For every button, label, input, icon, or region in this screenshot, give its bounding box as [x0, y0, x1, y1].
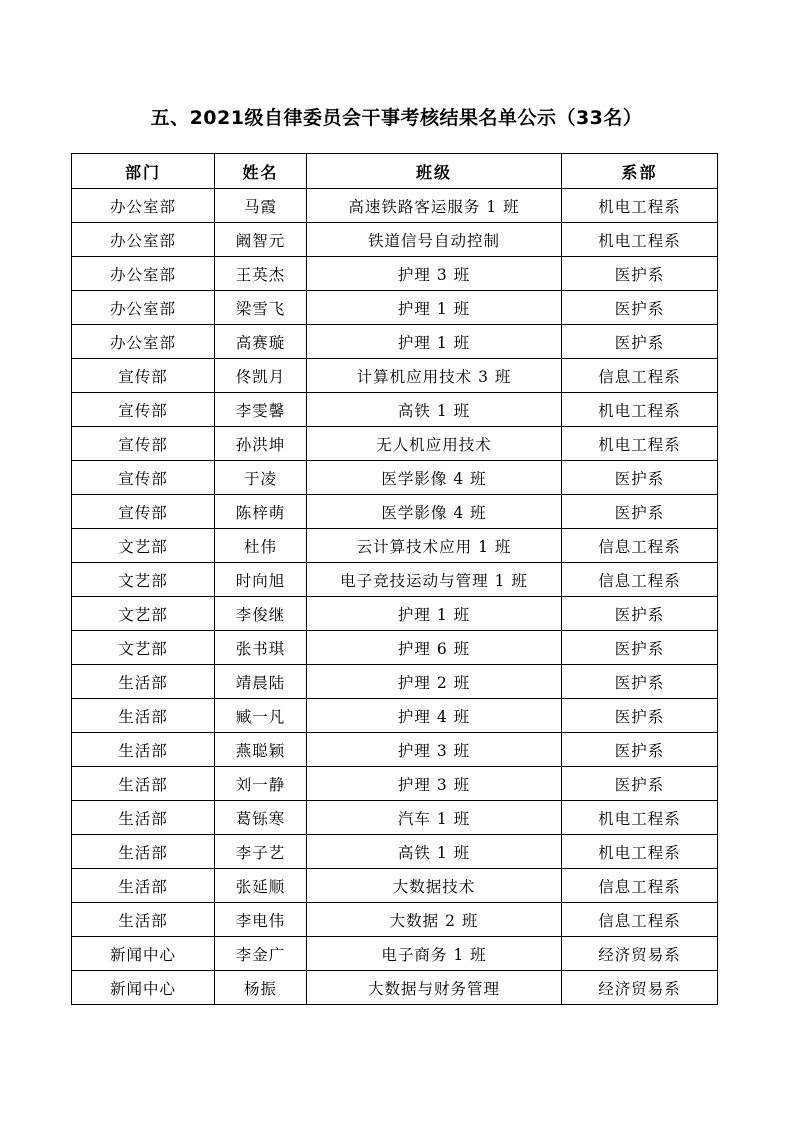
cell-department: 宣传部: [72, 393, 215, 427]
table-row: [72, 835, 718, 869]
table-row: [72, 937, 718, 971]
cell-class: 护理 3 班: [307, 257, 562, 291]
cell-department: 办公室部: [72, 189, 215, 223]
cell-name: 陈梓萌: [215, 495, 307, 529]
cell-department: 生活部: [72, 835, 215, 869]
cell-name: 高赛璇: [215, 325, 307, 359]
table-row: [72, 597, 718, 631]
table-row: [72, 801, 718, 835]
cell-department: 生活部: [72, 801, 215, 835]
cell-department: 新闻中心: [72, 937, 215, 971]
table-row: [72, 869, 718, 903]
table-row: [72, 767, 718, 801]
cell-class: 铁道信号自动控制: [307, 223, 562, 257]
cell-department: 文艺部: [72, 529, 215, 563]
cell-faculty: 医护系: [562, 597, 718, 631]
table-row: [72, 291, 718, 325]
cell-faculty: 信息工程系: [562, 869, 718, 903]
cell-department: 生活部: [72, 903, 215, 937]
table-row: [72, 427, 718, 461]
cell-department: 新闻中心: [72, 971, 215, 1005]
cell-class: 护理 3 班: [307, 733, 562, 767]
cell-class: 医学影像 4 班: [307, 495, 562, 529]
cell-class: 电子竞技运动与管理 1 班: [307, 563, 562, 597]
table-row: [72, 495, 718, 529]
cell-faculty: 信息工程系: [562, 903, 718, 937]
cell-department: 生活部: [72, 733, 215, 767]
cell-name: 孙洪坤: [215, 427, 307, 461]
cell-faculty: 医护系: [562, 461, 718, 495]
header-row: [72, 154, 718, 189]
cell-name: 李金广: [215, 937, 307, 971]
cell-faculty: 医护系: [562, 733, 718, 767]
cell-name: 李俊继: [215, 597, 307, 631]
cell-class: 护理 1 班: [307, 325, 562, 359]
cell-class: 无人机应用技术: [307, 427, 562, 461]
table-row: [72, 665, 718, 699]
cell-department: 办公室部: [72, 291, 215, 325]
cell-department: 生活部: [72, 869, 215, 903]
cell-class: 护理 2 班: [307, 665, 562, 699]
cell-class: 护理 6 班: [307, 631, 562, 665]
cell-name: 李雯馨: [215, 393, 307, 427]
cell-class: 大数据与财务管理: [307, 971, 562, 1005]
cell-class: 计算机应用技术 3 班: [307, 359, 562, 393]
table-row: [72, 393, 718, 427]
table-row: [72, 903, 718, 937]
header-department: 部门: [72, 154, 215, 189]
cell-department: 文艺部: [72, 597, 215, 631]
header-name: 姓名: [215, 154, 307, 189]
cell-department: 宣传部: [72, 461, 215, 495]
cell-class: 护理 1 班: [307, 597, 562, 631]
cell-department: 生活部: [72, 665, 215, 699]
cell-name: 佟凯月: [215, 359, 307, 393]
cell-name: 梁雪飞: [215, 291, 307, 325]
cell-faculty: 医护系: [562, 257, 718, 291]
cell-faculty: 信息工程系: [562, 359, 718, 393]
cell-name: 靖晨陆: [215, 665, 307, 699]
cell-class: 护理 3 班: [307, 767, 562, 801]
cell-class: 大数据技术: [307, 869, 562, 903]
header-faculty: 系部: [562, 154, 718, 189]
cell-class: 汽车 1 班: [307, 801, 562, 835]
cell-class: 护理 1 班: [307, 291, 562, 325]
cell-class: 高铁 1 班: [307, 835, 562, 869]
cell-name: 王英杰: [215, 257, 307, 291]
cell-faculty: 机电工程系: [562, 223, 718, 257]
header-class: 班级: [307, 154, 562, 189]
cell-faculty: 医护系: [562, 325, 718, 359]
table-row: [72, 529, 718, 563]
cell-faculty: 经济贸易系: [562, 937, 718, 971]
cell-name: 张书琪: [215, 631, 307, 665]
cell-faculty: 机电工程系: [562, 427, 718, 461]
cell-department: 生活部: [72, 699, 215, 733]
cell-faculty: 信息工程系: [562, 563, 718, 597]
cell-faculty: 机电工程系: [562, 801, 718, 835]
cell-name: 杜伟: [215, 529, 307, 563]
cell-name: 于凌: [215, 461, 307, 495]
table-row: [72, 257, 718, 291]
roster-body: [72, 189, 718, 1005]
cell-faculty: 机电工程系: [562, 835, 718, 869]
table-row: [72, 325, 718, 359]
cell-faculty: 机电工程系: [562, 393, 718, 427]
cell-faculty: 医护系: [562, 665, 718, 699]
cell-department: 宣传部: [72, 495, 215, 529]
cell-class: 云计算技术应用 1 班: [307, 529, 562, 563]
cell-class: 护理 4 班: [307, 699, 562, 733]
cell-class: 高铁 1 班: [307, 393, 562, 427]
roster-table: [71, 153, 718, 1005]
cell-department: 文艺部: [72, 631, 215, 665]
cell-faculty: 医护系: [562, 631, 718, 665]
cell-faculty: 信息工程系: [562, 529, 718, 563]
cell-class: 医学影像 4 班: [307, 461, 562, 495]
cell-class: 大数据 2 班: [307, 903, 562, 937]
cell-name: 李子艺: [215, 835, 307, 869]
table-row: [72, 189, 718, 223]
cell-department: 办公室部: [72, 325, 215, 359]
cell-faculty: 机电工程系: [562, 189, 718, 223]
cell-department: 办公室部: [72, 257, 215, 291]
cell-name: 李电伟: [215, 903, 307, 937]
cell-faculty: 医护系: [562, 495, 718, 529]
cell-class: 高速铁路客运服务 1 班: [307, 189, 562, 223]
cell-name: 张延顺: [215, 869, 307, 903]
table-row: [72, 971, 718, 1005]
cell-faculty: 医护系: [562, 767, 718, 801]
cell-faculty: 医护系: [562, 699, 718, 733]
cell-name: 臧一凡: [215, 699, 307, 733]
cell-name: 马霞: [215, 189, 307, 223]
cell-department: 生活部: [72, 767, 215, 801]
table-row: [72, 733, 718, 767]
table-row: [72, 631, 718, 665]
table-row: [72, 359, 718, 393]
cell-class: 电子商务 1 班: [307, 937, 562, 971]
table-row: [72, 699, 718, 733]
cell-faculty: 医护系: [562, 291, 718, 325]
cell-name: 刘一静: [215, 767, 307, 801]
cell-department: 宣传部: [72, 427, 215, 461]
cell-name: 阚智元: [215, 223, 307, 257]
cell-name: 时向旭: [215, 563, 307, 597]
cell-name: 葛铄寒: [215, 801, 307, 835]
cell-department: 宣传部: [72, 359, 215, 393]
page-title: 五、2021级自律委员会干事考核结果名单公示（33名）: [150, 107, 643, 129]
cell-department: 办公室部: [72, 223, 215, 257]
table-row: [72, 563, 718, 597]
cell-department: 文艺部: [72, 563, 215, 597]
table-row: [72, 461, 718, 495]
cell-name: 燕聪颖: [215, 733, 307, 767]
cell-name: 杨振: [215, 971, 307, 1005]
table-row: [72, 223, 718, 257]
cell-faculty: 经济贸易系: [562, 971, 718, 1005]
